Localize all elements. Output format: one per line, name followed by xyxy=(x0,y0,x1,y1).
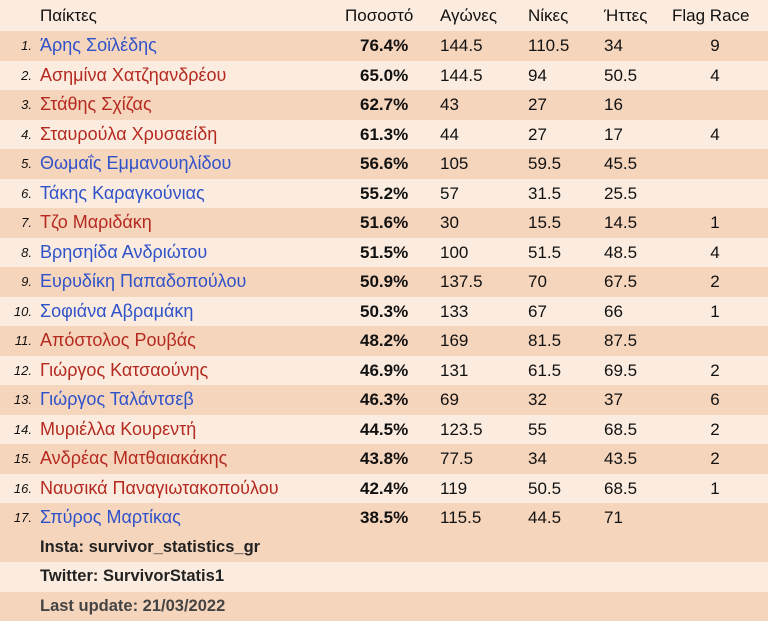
header-wins: Νίκες xyxy=(528,6,569,25)
table-row xyxy=(0,208,768,238)
player-name: Ναυσικά Παναγιωτακοπούλου xyxy=(40,477,279,498)
player-rank: 11. xyxy=(14,333,32,348)
player-games: 119 xyxy=(440,478,468,498)
player-flag-race: 6 xyxy=(710,390,720,409)
player-losses: 66 xyxy=(604,301,623,321)
header-losses: Ήττες xyxy=(604,6,648,25)
player-wins: 61.5 xyxy=(528,360,562,380)
player-games: 43 xyxy=(440,95,459,114)
table-row xyxy=(0,179,768,209)
header-flag-race: Flag Race xyxy=(672,6,750,25)
player-wins: 32 xyxy=(528,390,547,409)
player-games: 123.5 xyxy=(440,419,483,439)
player-percentage: 56.6% xyxy=(360,154,409,173)
player-name: Γιώργος Κατσαούνης xyxy=(40,359,209,380)
player-wins: 27 xyxy=(528,124,547,144)
player-flag-race: 1 xyxy=(710,213,720,232)
table-row xyxy=(0,503,768,533)
player-games: 144.5 xyxy=(440,36,483,55)
player-flag-race: 2 xyxy=(710,449,720,468)
player-percentage: 65.0% xyxy=(360,65,409,85)
player-percentage: 43.8% xyxy=(360,449,409,468)
player-name: Απόστολος Ρουβάς xyxy=(40,330,196,350)
player-flag-race: 2 xyxy=(710,419,720,439)
player-percentage: 62.7% xyxy=(360,95,409,114)
player-name: Ανδρέας Ματθαιακάκης xyxy=(40,448,228,468)
player-percentage: 44.5% xyxy=(360,419,409,439)
player-wins: 70 xyxy=(528,272,547,291)
player-rank: 16. xyxy=(13,480,32,496)
player-name: Άρης Σοϊλέδης xyxy=(40,35,157,55)
player-losses: 69.5 xyxy=(604,360,638,380)
player-rank: 4. xyxy=(21,126,32,142)
player-games: 105 xyxy=(440,154,469,173)
player-wins: 15.5 xyxy=(528,213,562,232)
player-percentage: 51.5% xyxy=(360,242,409,262)
table-row xyxy=(0,297,768,327)
player-losses: 68.5 xyxy=(604,419,638,439)
player-name: Σοφιάνα Αβραμάκη xyxy=(40,300,194,321)
player-rank: 17. xyxy=(13,510,32,525)
player-games: 30 xyxy=(440,213,459,232)
player-percentage: 48.2% xyxy=(360,331,409,350)
player-games: 131 xyxy=(440,360,469,380)
player-name: Τάκης Καραγκούνιας xyxy=(40,182,205,203)
header-games: Αγώνες xyxy=(440,6,498,25)
player-rank: 1. xyxy=(21,38,32,53)
player-wins: 51.5 xyxy=(528,242,562,262)
table-row xyxy=(0,326,768,356)
player-flag-race: 4 xyxy=(710,242,720,262)
player-percentage: 46.3% xyxy=(360,390,409,409)
player-name: Σπύρος Μαρτίκας xyxy=(40,507,181,527)
header-players: Παίκτες xyxy=(40,6,97,25)
player-percentage: 46.9% xyxy=(360,360,409,380)
player-losses: 17 xyxy=(604,124,623,144)
player-losses: 50.5 xyxy=(604,65,638,85)
player-name: Μυριέλλα Κουρεντή xyxy=(40,418,197,439)
table-row xyxy=(0,120,768,150)
player-percentage: 50.9% xyxy=(360,272,409,291)
player-wins: 31.5 xyxy=(528,183,562,203)
table-row xyxy=(0,444,768,474)
player-name: Γιώργος Ταλάντσεβ xyxy=(40,389,194,409)
table-row xyxy=(0,238,768,268)
footer-last-update: Last update: 21/03/2022 xyxy=(0,592,768,622)
player-wins: 59.5 xyxy=(528,154,562,173)
player-rank: 13. xyxy=(13,392,32,407)
player-rank: 15. xyxy=(13,451,32,466)
table-row xyxy=(0,267,768,297)
player-losses: 14.5 xyxy=(604,213,638,232)
player-wins: 27 xyxy=(528,95,547,114)
player-name: Σταυρούλα Χρυσαείδη xyxy=(40,123,218,144)
player-games: 44 xyxy=(440,124,459,144)
player-name: Τζο Μαριδάκη xyxy=(40,212,152,232)
table-row xyxy=(0,149,768,179)
player-wins: 34 xyxy=(528,449,547,468)
table-row xyxy=(0,31,768,61)
player-losses: 68.5 xyxy=(604,478,638,498)
player-wins: 110.5 xyxy=(528,36,570,55)
player-percentage: 76.4% xyxy=(360,36,409,55)
player-percentage: 55.2% xyxy=(360,183,409,203)
player-name: Βρησηίδα Ανδριώτου xyxy=(40,241,208,262)
table-row xyxy=(0,61,768,91)
player-games: 100 xyxy=(440,242,469,262)
player-rank: 6. xyxy=(21,185,32,201)
player-rows xyxy=(0,31,768,533)
player-rank: 14. xyxy=(13,421,32,437)
header-percentage: Ποσοστό xyxy=(345,6,414,25)
player-losses: 67.5 xyxy=(604,272,638,291)
player-losses: 87.5 xyxy=(604,331,638,350)
player-rank: 5. xyxy=(21,156,32,171)
player-losses: 48.5 xyxy=(604,242,638,262)
table-row xyxy=(0,356,768,386)
player-flag-race: 9 xyxy=(710,36,720,55)
player-percentage: 51.6% xyxy=(360,213,409,232)
player-wins: 44.5 xyxy=(528,508,562,527)
player-name: Θωμαΐς Εμμανουηλίδου xyxy=(40,153,232,173)
table-row xyxy=(0,415,768,445)
player-percentage: 42.4% xyxy=(360,478,409,498)
player-percentage: 61.3% xyxy=(360,124,409,144)
player-flag-race: 4 xyxy=(710,65,720,85)
player-percentage: 38.5% xyxy=(360,508,409,527)
player-games: 169 xyxy=(440,331,469,350)
player-games: 115.5 xyxy=(440,508,482,527)
player-rank: 10. xyxy=(13,303,32,319)
player-losses: 43.5 xyxy=(604,449,638,468)
player-rank: 12. xyxy=(13,362,32,378)
player-games: 133 xyxy=(440,301,469,321)
player-losses: 71 xyxy=(604,508,623,527)
player-wins: 81.5 xyxy=(528,331,562,350)
player-wins: 67 xyxy=(528,301,547,321)
player-games: 57 xyxy=(440,183,459,203)
player-losses: 34 xyxy=(604,36,623,55)
player-losses: 37 xyxy=(604,390,623,409)
table-row xyxy=(0,474,768,504)
player-percentage: 50.3% xyxy=(360,301,409,321)
player-flag-race: 4 xyxy=(710,124,720,144)
player-flag-race: 2 xyxy=(710,360,720,380)
player-rank: 7. xyxy=(21,215,32,230)
player-flag-race: 2 xyxy=(710,272,720,291)
player-wins: 55 xyxy=(528,419,547,439)
player-wins: 94 xyxy=(528,65,547,85)
table-row xyxy=(0,385,768,415)
player-name: Ασημίνα Χατζηανδρέου xyxy=(40,64,227,85)
player-rank: 3. xyxy=(21,97,32,112)
player-games: 77.5 xyxy=(440,449,474,468)
player-losses: 16 xyxy=(604,95,623,114)
footer-twitter: Twitter: SurvivorStatis1 xyxy=(0,562,768,592)
table-header xyxy=(0,0,768,31)
player-games: 137.5 xyxy=(440,272,483,291)
player-rank: 9. xyxy=(21,274,32,289)
table-row xyxy=(0,90,768,120)
player-games: 144.5 xyxy=(440,65,483,85)
footer-insta: Insta: survivor_statistics_gr xyxy=(0,533,768,563)
player-flag-race: 1 xyxy=(710,301,720,321)
player-flag-race: 1 xyxy=(710,478,720,498)
player-name: Στάθης Σχίζας xyxy=(40,94,152,114)
player-losses: 25.5 xyxy=(604,183,638,203)
player-name: Ευρυδίκη Παπαδοπούλου xyxy=(40,271,247,291)
player-losses: 45.5 xyxy=(604,154,638,173)
player-rank: 2. xyxy=(21,67,32,83)
player-wins: 50.5 xyxy=(528,478,562,498)
player-games: 69 xyxy=(440,390,459,409)
player-rank: 8. xyxy=(21,244,32,260)
